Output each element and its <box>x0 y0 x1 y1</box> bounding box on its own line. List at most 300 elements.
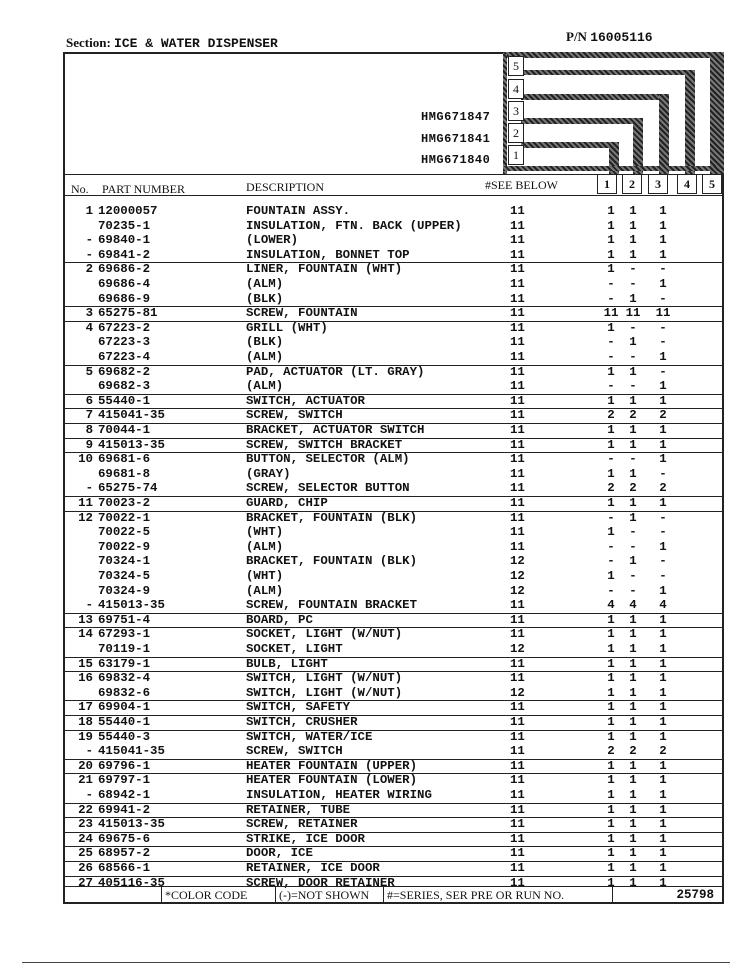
table-row <box>65 584 722 599</box>
table-row <box>65 452 722 467</box>
row-qty-1: 1 <box>607 831 615 846</box>
row-qty-2: 1 <box>629 656 637 671</box>
table-row <box>65 496 722 512</box>
row-series: 12 <box>510 685 525 700</box>
row-qty-1: 11 <box>603 306 619 321</box>
row-qty-1: 1 <box>607 525 615 540</box>
row-qty-3: - <box>659 335 667 350</box>
row-part-number: 69686-2 <box>98 262 151 277</box>
table-row <box>65 219 722 234</box>
row-qty-2: 1 <box>629 627 637 642</box>
row-part-number: 67293-1 <box>98 627 151 642</box>
row-part-number: 70324-5 <box>98 569 151 583</box>
table-row <box>65 379 722 395</box>
row-qty-1: 1 <box>607 656 615 671</box>
table-row <box>65 438 722 454</box>
row-description: (ALM) <box>246 539 284 554</box>
table-row <box>65 511 722 526</box>
row-part-number: 415013-35 <box>98 437 165 452</box>
model-rail-2h <box>521 118 643 124</box>
row-qty-1: 1 <box>607 320 615 335</box>
model-hmg671847: HMG671847 <box>421 110 491 124</box>
row-part-number: 69682-2 <box>98 364 151 379</box>
row-qty-2: 2 <box>629 408 637 423</box>
row-series: 12 <box>510 569 525 583</box>
row-part-number: 55440-1 <box>98 715 151 729</box>
col-series: #SEE BELOW <box>485 178 558 192</box>
row-description: GRILL (WHT) <box>246 320 328 335</box>
row-item-number: - <box>85 247 93 262</box>
row-part-number: 69681-8 <box>98 466 151 481</box>
row-qty-2: 1 <box>629 715 637 729</box>
row-qty-2: - <box>629 583 637 598</box>
row-qty-2: 1 <box>629 861 637 875</box>
row-qty-1: 1 <box>607 773 615 788</box>
table-row <box>65 759 722 775</box>
table-row <box>65 233 722 248</box>
pn-prefix: P/N <box>566 29 587 44</box>
row-qty-3: 1 <box>659 379 667 394</box>
row-description: RETAINER, TUBE <box>246 802 351 817</box>
row-qty-1: 1 <box>607 393 615 408</box>
row-qty-1: 1 <box>607 423 615 437</box>
row-item-number: 18 <box>78 715 93 729</box>
row-qty-3: 1 <box>659 846 667 861</box>
parts-list-sheet <box>63 52 724 904</box>
row-part-number: 69751-4 <box>98 612 151 627</box>
row-qty-2: 1 <box>629 685 637 700</box>
row-item-number: 25 <box>78 846 93 861</box>
row-series: 11 <box>510 700 525 715</box>
model-box-5: 5 <box>508 56 524 76</box>
row-qty-2: 1 <box>629 437 637 452</box>
row-series: 11 <box>510 539 525 554</box>
row-qty-3: 1 <box>659 423 667 437</box>
row-qty-1: 1 <box>607 612 615 627</box>
row-item-number: - <box>85 744 93 759</box>
row-qty-1: 1 <box>607 496 615 510</box>
row-qty-2: 1 <box>629 335 637 350</box>
row-item-number: 9 <box>85 437 93 452</box>
row-qty-2: 1 <box>629 758 637 773</box>
row-description: (WHT) <box>246 569 284 583</box>
model-rail-3 <box>659 94 669 174</box>
col-qty-5: 5 <box>702 174 722 194</box>
table-row <box>65 715 722 731</box>
row-series: 11 <box>510 408 525 423</box>
row-qty-1: 1 <box>607 875 615 890</box>
row-part-number: 69797-1 <box>98 773 151 788</box>
legend-color-code: *COLOR CODE <box>161 887 275 903</box>
row-qty-2: 1 <box>629 831 637 846</box>
row-series: 11 <box>510 744 525 759</box>
table-row <box>65 700 722 716</box>
row-series: 11 <box>510 262 525 277</box>
pn-value: 16005116 <box>590 30 653 45</box>
row-description: SWITCH, CRUSHER <box>246 715 358 729</box>
row-series: 11 <box>510 817 525 832</box>
row-part-number: 69686-9 <box>98 291 151 306</box>
table-row <box>65 394 722 410</box>
row-item-number: 4 <box>85 320 93 335</box>
row-qty-1: 1 <box>607 247 615 262</box>
row-item-number: 15 <box>78 656 93 671</box>
row-description: (LOWER) <box>246 233 299 248</box>
table-row <box>65 730 722 745</box>
row-qty-3: 1 <box>659 452 667 467</box>
row-qty-1: - <box>607 539 615 554</box>
table-row <box>65 686 722 702</box>
row-description: SWITCH, ACTUATOR <box>246 393 365 408</box>
row-description: BULB, LIGHT <box>246 656 328 671</box>
row-part-number: 69682-3 <box>98 379 151 394</box>
row-description: INSULATION, FTN. BACK (UPPER) <box>246 218 462 233</box>
row-qty-3: 1 <box>659 204 667 218</box>
row-description: SCREW, DOOR RETAINER <box>246 875 395 890</box>
row-part-number: 69675-6 <box>98 831 151 846</box>
row-qty-2: - <box>629 569 637 583</box>
row-part-number: 70324-9 <box>98 583 151 598</box>
row-item-number: 21 <box>78 773 93 788</box>
row-qty-2: - <box>629 350 637 364</box>
table-row <box>65 598 722 614</box>
row-description: SCREW, SELECTOR BUTTON <box>246 481 410 496</box>
col-part-number: PART NUMBER <box>102 182 185 196</box>
row-qty-1: 1 <box>607 817 615 832</box>
row-qty-1: - <box>607 291 615 306</box>
legend-not-shown: (-)=NOT SHOWN <box>275 887 383 903</box>
row-series: 11 <box>510 393 525 408</box>
table-row <box>65 554 722 569</box>
table-row <box>65 642 722 658</box>
row-qty-1: 1 <box>607 802 615 817</box>
row-qty-1: - <box>607 379 615 394</box>
row-qty-1: 2 <box>607 744 615 759</box>
row-qty-1: 1 <box>607 671 615 686</box>
row-qty-2: - <box>629 320 637 335</box>
row-qty-3: 1 <box>659 861 667 875</box>
row-series: 12 <box>510 642 525 656</box>
row-description: SOCKET, LIGHT (W/NUT) <box>246 627 403 642</box>
row-qty-1: 1 <box>607 627 615 642</box>
row-qty-2: 1 <box>629 612 637 627</box>
model-box-1: 1 <box>508 145 524 165</box>
legend-series-note: #=SERIES, SER PRE OR RUN NO. <box>383 887 611 903</box>
row-qty-1: 4 <box>607 598 615 613</box>
row-qty-2: 1 <box>629 773 637 788</box>
model-box-4: 4 <box>508 79 524 99</box>
row-part-number: 70022-1 <box>98 510 151 525</box>
row-series: 12 <box>510 554 525 569</box>
row-qty-2: 1 <box>629 423 637 437</box>
row-qty-3: 1 <box>659 685 667 700</box>
row-series: 11 <box>510 291 525 306</box>
row-series: 11 <box>510 846 525 861</box>
row-qty-3: 1 <box>659 612 667 627</box>
row-description: (ALM) <box>246 583 284 598</box>
row-qty-2: 1 <box>629 802 637 817</box>
row-qty-2: 1 <box>629 247 637 262</box>
row-qty-1: 1 <box>607 262 615 277</box>
row-item-number: 5 <box>85 364 93 379</box>
row-series: 11 <box>510 379 525 394</box>
row-qty-3: 1 <box>659 350 667 364</box>
row-qty-3: 1 <box>659 656 667 671</box>
row-qty-1: 1 <box>607 861 615 875</box>
row-qty-3: - <box>659 554 667 569</box>
table-row <box>65 671 722 686</box>
row-qty-2: 1 <box>629 788 637 802</box>
row-qty-1: 1 <box>607 364 615 379</box>
row-description: SCREW, RETAINER <box>246 817 358 832</box>
row-series: 11 <box>510 598 525 613</box>
row-part-number: 70235-1 <box>98 218 151 233</box>
row-qty-1: 1 <box>607 758 615 773</box>
row-qty-3: 1 <box>659 277 667 291</box>
row-qty-3: 1 <box>659 393 667 408</box>
row-part-number: 12000057 <box>98 204 158 218</box>
row-qty-1: - <box>607 452 615 467</box>
row-qty-3: - <box>659 510 667 525</box>
row-qty-2: 1 <box>629 466 637 481</box>
row-qty-2: 1 <box>629 554 637 569</box>
table-row <box>65 467 722 482</box>
row-part-number: 68957-2 <box>98 846 151 861</box>
row-series: 11 <box>510 525 525 540</box>
row-qty-1: 1 <box>607 569 615 583</box>
row-qty-2: 1 <box>629 393 637 408</box>
table-row <box>65 627 722 642</box>
row-description: SWITCH, SAFETY <box>246 700 351 715</box>
row-qty-3: 1 <box>659 233 667 248</box>
row-qty-2: 1 <box>629 204 637 218</box>
row-qty-1: 1 <box>607 729 615 744</box>
row-part-number: 415013-35 <box>98 817 165 832</box>
row-qty-3: 1 <box>659 788 667 802</box>
row-qty-3: 2 <box>659 744 667 759</box>
document-part-number <box>566 29 653 45</box>
row-series: 11 <box>510 247 525 262</box>
row-description: BOARD, PC <box>246 612 313 627</box>
row-qty-2: 1 <box>629 846 637 861</box>
row-part-number: 69941-2 <box>98 802 151 817</box>
row-part-number: 69841-2 <box>98 247 151 262</box>
table-row <box>65 613 722 629</box>
row-qty-3: 1 <box>659 496 667 510</box>
row-qty-2: 2 <box>629 481 637 496</box>
row-description: STRIKE, ICE DOOR <box>246 831 365 846</box>
table-row <box>65 540 722 555</box>
row-item-number: - <box>85 788 93 802</box>
row-series: 11 <box>510 715 525 729</box>
row-qty-1: 1 <box>607 466 615 481</box>
row-part-number: 415041-35 <box>98 408 165 423</box>
row-qty-1: 1 <box>607 204 615 218</box>
row-qty-2: - <box>629 452 637 467</box>
table-row <box>65 846 722 862</box>
row-qty-3: 1 <box>659 247 667 262</box>
table-row <box>65 365 722 380</box>
row-description: (BLK) <box>246 335 284 350</box>
row-part-number: 69686-4 <box>98 277 151 291</box>
row-qty-1: 2 <box>607 481 615 496</box>
row-series: 11 <box>510 437 525 452</box>
row-qty-2: 1 <box>629 364 637 379</box>
table-row <box>65 569 722 584</box>
row-part-number: 63179-1 <box>98 656 151 671</box>
row-description: FOUNTAIN ASSY. <box>246 204 351 218</box>
row-series: 11 <box>510 204 525 218</box>
col-qty-3: 3 <box>648 174 668 194</box>
row-part-number: 70022-5 <box>98 525 151 540</box>
row-item-number: 6 <box>85 393 93 408</box>
row-qty-2: 1 <box>629 291 637 306</box>
row-qty-3: 1 <box>659 700 667 715</box>
table-row <box>65 481 722 497</box>
table-row <box>65 335 722 350</box>
row-qty-1: 1 <box>607 218 615 233</box>
row-qty-1: - <box>607 277 615 291</box>
legend-bar <box>65 886 722 903</box>
model-rail-3h <box>521 94 667 100</box>
row-description: SCREW, SWITCH <box>246 408 343 423</box>
table-row <box>65 817 722 833</box>
row-series: 11 <box>510 802 525 817</box>
row-description: LINER, FOUNTAIN (WHT) <box>246 262 403 277</box>
table-row <box>65 204 722 219</box>
row-series: 11 <box>510 423 525 437</box>
row-qty-2: 1 <box>629 218 637 233</box>
row-part-number: 67223-4 <box>98 350 151 364</box>
row-part-number: 70119-1 <box>98 642 151 656</box>
row-qty-3: 1 <box>659 831 667 846</box>
row-part-number: 67223-3 <box>98 335 151 350</box>
col-qty-1: 1 <box>597 174 617 194</box>
row-description: SOCKET, LIGHT <box>246 642 343 656</box>
row-qty-1: - <box>607 510 615 525</box>
row-part-number: 415041-35 <box>98 744 165 759</box>
document-code: 25798 <box>676 888 714 902</box>
header-bottom-rule <box>65 195 722 196</box>
table-row <box>65 248 722 264</box>
table-row <box>65 277 722 292</box>
row-qty-2: 1 <box>629 496 637 510</box>
table-row <box>65 788 722 804</box>
col-description: DESCRIPTION <box>246 180 325 194</box>
row-series: 11 <box>510 350 525 364</box>
row-qty-1: - <box>607 350 615 364</box>
table-row <box>65 803 722 819</box>
row-item-number: 26 <box>78 861 93 875</box>
model-box-2: 2 <box>508 123 524 143</box>
table-row <box>65 861 722 877</box>
row-part-number: 68942-1 <box>98 788 151 802</box>
row-part-number: 69832-6 <box>98 685 151 700</box>
row-item-number: 27 <box>78 875 93 890</box>
row-item-number: - <box>85 481 93 496</box>
row-item-number: 11 <box>78 496 93 510</box>
section-heading <box>66 35 278 51</box>
row-qty-3: 11 <box>655 306 671 321</box>
row-qty-1: 2 <box>607 408 615 423</box>
row-qty-1: 1 <box>607 233 615 248</box>
row-qty-2: - <box>629 379 637 394</box>
row-qty-3: 1 <box>659 773 667 788</box>
model-rail-left <box>503 54 507 174</box>
row-description: BRACKET, ACTUATOR SWITCH <box>246 423 425 437</box>
table-row <box>65 292 722 308</box>
row-series: 11 <box>510 320 525 335</box>
row-description: (GRAY) <box>246 466 291 481</box>
row-series: 11 <box>510 875 525 890</box>
row-series: 11 <box>510 466 525 481</box>
row-part-number: 65275-81 <box>98 306 158 321</box>
row-series: 11 <box>510 233 525 248</box>
row-qty-2: 1 <box>629 817 637 832</box>
row-description: INSULATION, HEATER WIRING <box>246 788 432 802</box>
row-series: 11 <box>510 773 525 788</box>
row-qty-1: - <box>607 554 615 569</box>
row-description: (ALM) <box>246 379 284 394</box>
row-part-number: 405116-35 <box>98 875 165 890</box>
row-qty-3: 1 <box>659 218 667 233</box>
row-part-number: 69796-1 <box>98 758 151 773</box>
row-qty-3: - <box>659 569 667 583</box>
row-item-number: 22 <box>78 802 93 817</box>
row-description: (ALM) <box>246 277 284 291</box>
row-qty-3: 1 <box>659 817 667 832</box>
col-qty-2: 2 <box>622 174 642 194</box>
table-row <box>65 773 722 788</box>
table-row <box>65 525 722 540</box>
model-rail-5 <box>710 52 724 174</box>
row-item-number: 17 <box>78 700 93 715</box>
table-row <box>65 321 722 336</box>
row-item-number: 12 <box>78 510 93 525</box>
row-part-number: 55440-1 <box>98 393 151 408</box>
model-hmg671840: HMG671840 <box>421 153 491 167</box>
row-item-number: - <box>85 598 93 613</box>
row-qty-3: 1 <box>659 642 667 656</box>
row-part-number: 69904-1 <box>98 700 151 715</box>
row-part-number: 70022-9 <box>98 539 151 554</box>
row-qty-3: - <box>659 320 667 335</box>
row-qty-1: 1 <box>607 700 615 715</box>
row-part-number: 69832-4 <box>98 671 151 686</box>
row-qty-3: - <box>659 291 667 306</box>
table-row <box>65 350 722 366</box>
row-qty-3: 2 <box>659 481 667 496</box>
model-hmg671841: HMG671841 <box>421 132 491 146</box>
row-description: SWITCH, LIGHT (W/NUT) <box>246 685 403 700</box>
row-qty-1: 1 <box>607 846 615 861</box>
row-qty-1: - <box>607 583 615 598</box>
row-description: PAD, ACTUATOR (LT. GRAY) <box>246 364 425 379</box>
row-qty-2: 1 <box>629 233 637 248</box>
row-qty-3: - <box>659 466 667 481</box>
model-box-3: 3 <box>508 101 524 121</box>
row-part-number: 69681-6 <box>98 452 151 467</box>
row-item-number: 23 <box>78 817 93 832</box>
table-row <box>65 744 722 760</box>
row-description: INSULATION, BONNET TOP <box>246 247 410 262</box>
row-series: 11 <box>510 335 525 350</box>
row-qty-1: - <box>607 335 615 350</box>
row-qty-2: - <box>629 539 637 554</box>
model-rail-1h <box>521 142 617 148</box>
row-qty-3: 2 <box>659 408 667 423</box>
row-description: HEATER FOUNTAIN (LOWER) <box>246 773 418 788</box>
